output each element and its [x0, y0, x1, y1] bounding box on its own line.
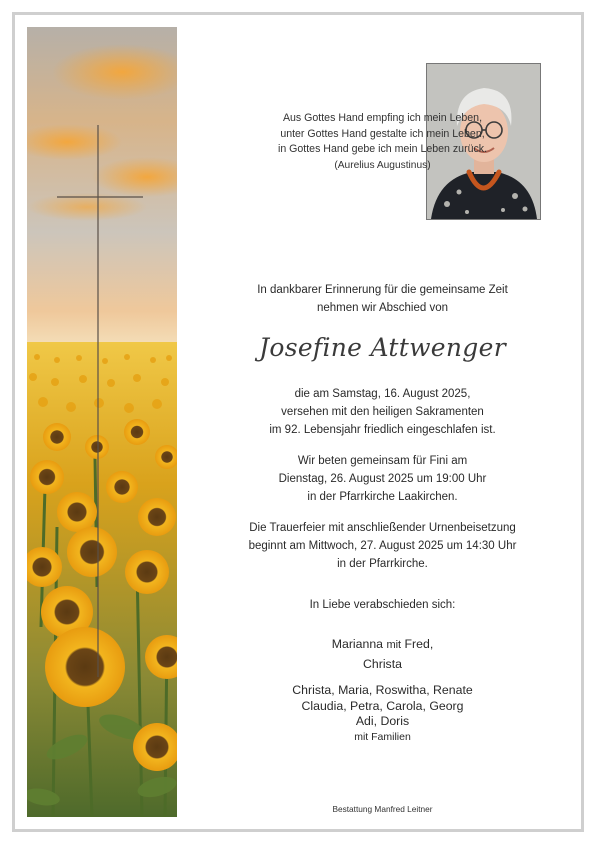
grandchildren-line: Adi, Doris [355, 714, 410, 728]
family-with: mit [386, 639, 402, 651]
farewell-heading: In Liebe verabschieden sich: [309, 599, 456, 611]
funeral-line: Die Trauerfeier mit anschließender Urnenbeisetzung [249, 522, 516, 534]
undertaker-name: Bestattung Manfred Leitner [332, 804, 433, 814]
quote-author: (Aurelius Augustinus) [334, 159, 431, 171]
prayer-line: Dienstag, 26. August 2025 um 19:00 Uhr [278, 473, 487, 485]
with-families: mit Familien [354, 730, 411, 743]
grandchildren-line: Claudia, Petra, Carola, Georg [301, 698, 464, 713]
deceased-name: Josefine Attwenger [259, 333, 506, 362]
family-children [190, 635, 575, 674]
family-line-first [190, 635, 575, 655]
death-notice [190, 385, 575, 439]
prayer-line: in der Pfarrkirche Laakirchen. [307, 491, 458, 503]
intro-text [190, 281, 575, 317]
funeral-line: beginnt am Mittwoch, 27. August 2025 um 14:30 Uhr [248, 540, 517, 552]
family-grandchildren [190, 683, 575, 745]
quote-block [190, 111, 575, 173]
quote-line: Aus Gottes Hand empfing ich mein Leben, [282, 112, 483, 124]
death-notice-line: die am Samstag, 16. August 2025, [294, 388, 471, 400]
family-member: Marianna [331, 637, 384, 651]
funeral-notice [190, 519, 575, 573]
death-notice-line: im 92. Lebensjahr friedlich eingeschlafen ist. [269, 424, 496, 436]
intro-line: In dankbarer Erinnerung für die gemeinsame Zeit [257, 284, 508, 296]
family-member: Christa [363, 657, 402, 671]
funeral-line: in der Pfarrkirche. [337, 558, 428, 570]
prayer-notice [190, 452, 575, 506]
sunflower-field-image [27, 27, 177, 817]
prayer-line: Wir beten gemeinsam für Fini am [297, 455, 468, 467]
intro-line: nehmen wir Abschied von [316, 302, 449, 314]
grandchildren-line: Christa, Maria, Roswitha, Renate [292, 683, 473, 697]
family-member: Fred, [404, 637, 434, 651]
quote-line: unter Gottes Hand gestalte ich mein Leben, [280, 127, 485, 140]
death-notice-line: versehen mit den heiligen Sakramenten [281, 406, 484, 418]
quote-line: in Gottes Hand gebe ich mein Leben zurück. [277, 143, 488, 155]
